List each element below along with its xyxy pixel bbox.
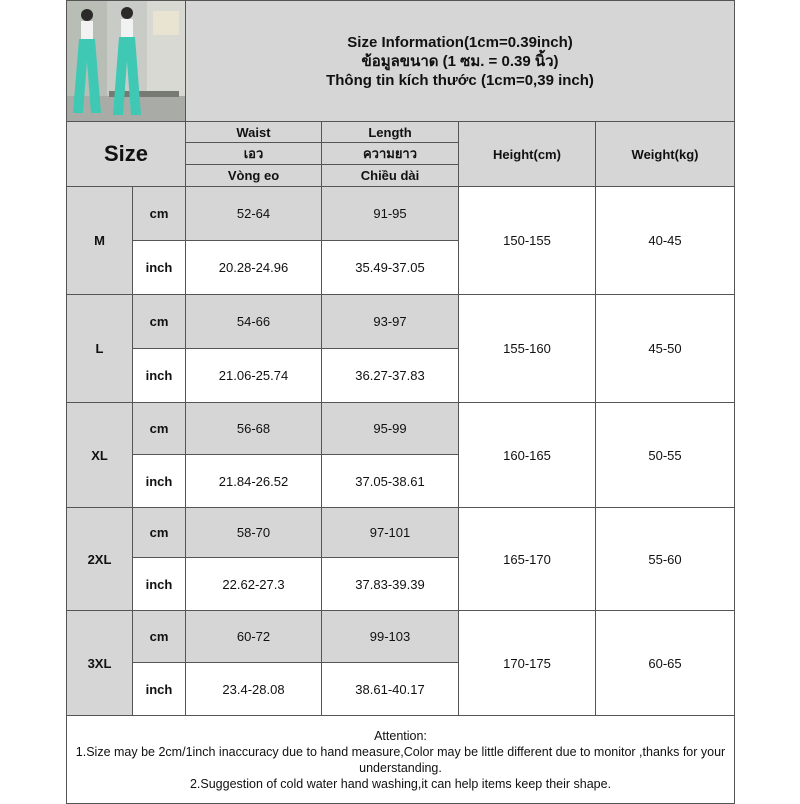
size-cell: L <box>67 295 133 403</box>
size-cell: XL <box>67 403 133 508</box>
note-line1: 1.Size may be 2cm/1inch inaccuracy due to hand measure,Color may be little different due to monitor ,thanks for your understanding. <box>75 744 726 775</box>
table-row <box>67 508 735 558</box>
waist-cm-cell: 54-66 <box>186 295 322 349</box>
unit-cm-cell: cm <box>133 187 186 241</box>
height-cell: 150-155 <box>459 187 596 295</box>
table-row <box>67 187 735 241</box>
title-vietnamese: Thông tin kích thước (1cm=0,39 inch) <box>326 71 594 89</box>
length-inch-cell: 35.49-37.05 <box>322 241 459 295</box>
length-inch-cell: 36.27-37.83 <box>322 349 459 403</box>
length-header-th: ความยาว <box>322 143 459 165</box>
size-column-header: Size <box>67 122 186 187</box>
length-header-vi: Chiều dài <box>322 165 459 187</box>
size-information-header <box>186 1 735 122</box>
length-inch-cell: 37.05-38.61 <box>322 455 459 508</box>
height-cell: 165-170 <box>459 508 596 611</box>
waist-inch-cell: 21.84-26.52 <box>186 455 322 508</box>
waist-cm-cell: 56-68 <box>186 403 322 455</box>
unit-inch-cell: inch <box>133 241 186 295</box>
length-cm-cell: 99-103 <box>322 611 459 663</box>
waist-inch-cell: 22.62-27.3 <box>186 558 322 611</box>
weight-cell: 50-55 <box>596 403 735 508</box>
table-row <box>67 611 735 663</box>
product-photo-image <box>67 1 185 121</box>
height-cell: 155-160 <box>459 295 596 403</box>
note-line2: 2.Suggestion of cold water hand washing,it can help items keep their shape. <box>189 776 612 791</box>
waist-header-vi: Vòng eo <box>186 165 322 187</box>
waist-inch-cell: 23.4-28.08 <box>186 663 322 716</box>
height-header: Height(cm) <box>459 122 596 187</box>
table-row <box>67 295 735 349</box>
table-row <box>67 403 735 455</box>
waist-header-en: Waist <box>186 122 322 143</box>
unit-inch-cell: inch <box>133 558 186 611</box>
size-cell: 2XL <box>67 508 133 611</box>
unit-cm-cell: cm <box>133 508 186 558</box>
weight-cell: 60-65 <box>596 611 735 716</box>
weight-header: Weight(kg) <box>596 122 735 187</box>
length-cm-cell: 95-99 <box>322 403 459 455</box>
title-thai: ข้อมูลขนาด (1 ซม. = 0.39 นิ้ว) <box>361 52 559 70</box>
length-inch-cell: 37.83-39.39 <box>322 558 459 611</box>
unit-inch-cell: inch <box>133 455 186 508</box>
unit-cm-cell: cm <box>133 611 186 663</box>
waist-header-th: เอว <box>186 143 322 165</box>
unit-inch-cell: inch <box>133 349 186 403</box>
product-photo <box>67 1 186 122</box>
title-english: Size Information(1cm=0.39inch) <box>347 33 573 51</box>
attention-notes <box>67 716 735 804</box>
notes-row <box>67 716 735 804</box>
size-cell: 3XL <box>67 611 133 716</box>
weight-cell: 45-50 <box>596 295 735 403</box>
size-cell: M <box>67 187 133 295</box>
size-chart-table <box>66 0 735 804</box>
waist-cm-cell: 58-70 <box>186 508 322 558</box>
height-cell: 170-175 <box>459 611 596 716</box>
length-cm-cell: 97-101 <box>322 508 459 558</box>
waist-cm-cell: 52-64 <box>186 187 322 241</box>
waist-inch-cell: 21.06-25.74 <box>186 349 322 403</box>
weight-cell: 55-60 <box>596 508 735 611</box>
unit-cm-cell: cm <box>133 403 186 455</box>
waist-cm-cell: 60-72 <box>186 611 322 663</box>
length-cm-cell: 91-95 <box>322 187 459 241</box>
length-cm-cell: 93-97 <box>322 295 459 349</box>
note-heading: Attention: <box>374 728 427 743</box>
weight-cell: 40-45 <box>596 187 735 295</box>
unit-cm-cell: cm <box>133 295 186 349</box>
height-cell: 160-165 <box>459 403 596 508</box>
waist-inch-cell: 20.28-24.96 <box>186 241 322 295</box>
length-inch-cell: 38.61-40.17 <box>322 663 459 716</box>
length-header-en: Length <box>322 122 459 143</box>
unit-inch-cell: inch <box>133 663 186 716</box>
